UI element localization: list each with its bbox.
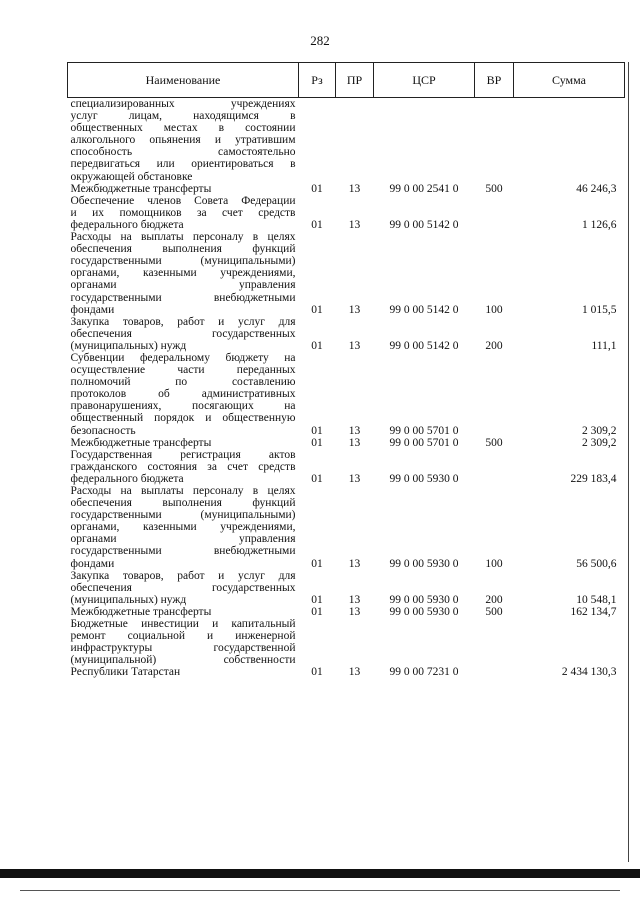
row-csr: 99 0 00 5142 0: [389, 339, 459, 352]
row-name-line: осуществление части переданных: [70, 364, 296, 377]
scan-right-margin-line: [628, 62, 629, 862]
row-rz: 01: [311, 218, 323, 231]
row-vr: [475, 195, 514, 231]
row-name-line: федерального бюджета: [70, 218, 184, 231]
row-name: [68, 183, 299, 195]
row-vr: 500: [485, 182, 503, 195]
header-csr: ЦСР: [374, 63, 475, 98]
header-name: Наименование: [68, 63, 299, 98]
row-name: [68, 352, 299, 437]
row-name-line: Закупка товаров, работ и услуг для: [70, 315, 296, 328]
row-name-line: алкогольного опьянения и утратившим: [70, 134, 296, 147]
table-row: [68, 195, 625, 231]
table-row: [68, 449, 625, 485]
row-rz: 01: [311, 424, 323, 437]
row-name-line: органами, казенными учреждениями,: [70, 521, 296, 534]
row-csr: [374, 98, 475, 183]
row-name-line: федерального бюджета: [70, 472, 184, 485]
row-rz: 01: [311, 605, 323, 618]
page-number: 282: [310, 33, 330, 48]
row-vr: 100: [485, 303, 503, 316]
table-row: [68, 437, 625, 449]
row-sum: 2 309,2: [582, 436, 617, 449]
row-pr: 13: [348, 472, 361, 485]
row-rz: 01: [311, 436, 323, 449]
row-name-line: органами управления: [70, 279, 296, 292]
header-vr: ВР: [475, 63, 514, 98]
row-name-line: органами, казенными учреждениями,: [70, 267, 296, 280]
table-row: [68, 98, 625, 183]
table-row: [68, 352, 625, 437]
row-name-line: (муниципальных) нужд: [70, 593, 187, 606]
row-csr: 99 0 00 5142 0: [389, 303, 459, 316]
row-name: [68, 606, 299, 618]
row-name-line: общественный порядок и общественную: [70, 412, 296, 425]
row-csr: 99 0 00 2541 0: [389, 182, 459, 195]
row-name-line: передвигаться или ориентироваться в: [70, 158, 296, 171]
row-name-line: обеспечения выполнения функций: [70, 497, 296, 510]
row-sum: 1 015,5: [582, 303, 617, 316]
row-csr: 99 0 00 5142 0: [389, 218, 459, 231]
header-sum: Сумма: [514, 63, 625, 98]
row-name-line: правонарушениях, посягающих на: [70, 400, 296, 413]
row-name-line: фондами: [70, 557, 115, 570]
row-pr: 13: [348, 303, 361, 316]
row-name-line: обеспечения государственных: [70, 581, 296, 594]
budget-table: [67, 62, 625, 679]
row-name-line: государственными (муниципальными): [70, 509, 296, 522]
row-name: [68, 231, 299, 316]
table-body: [68, 98, 625, 679]
row-name-line: Межбюджетные трансферты: [70, 182, 212, 195]
row-name: [68, 98, 299, 183]
row-name-line: и их помощников за счет средств: [70, 206, 296, 219]
row-sum: 10 548,1: [576, 593, 617, 606]
table-header: [68, 63, 625, 98]
row-vr: [475, 449, 514, 485]
row-sum: 2 434 130,3: [561, 666, 617, 679]
row-name-line: специализированных учреждениях: [70, 98, 296, 110]
row-csr: 99 0 00 5930 0: [389, 605, 459, 618]
row-name-line: органами управления: [70, 533, 296, 546]
row-sum: 162 134,7: [570, 605, 617, 618]
row-rz: 01: [311, 593, 323, 606]
table-row: [68, 618, 625, 678]
row-name-line: государственными (муниципальными): [70, 255, 296, 268]
row-name: [68, 195, 299, 231]
row-name: [68, 437, 299, 449]
row-vr: 500: [485, 436, 503, 449]
row-rz: 01: [311, 303, 323, 316]
row-name: [68, 316, 299, 352]
row-name-line: услуг лицам, находящимся в: [70, 110, 296, 123]
row-pr: 13: [348, 436, 361, 449]
row-pr: 13: [348, 557, 361, 570]
row-name-line: Субвенции федеральному бюджету на: [70, 351, 296, 364]
row-name: [68, 570, 299, 606]
row-sum: 46 246,3: [576, 182, 617, 195]
row-pr: 13: [348, 218, 361, 231]
budget-table-container: [67, 62, 624, 679]
row-vr: [475, 352, 514, 437]
row-pr: [336, 98, 374, 183]
table-row: [68, 570, 625, 606]
row-name-line: инфраструктуры государственной: [70, 642, 296, 655]
row-rz: 01: [311, 557, 323, 570]
row-name-line: окружающей обстановке: [70, 170, 193, 183]
row-pr: 13: [348, 605, 361, 618]
row-name-line: государственными внебюджетными: [70, 545, 296, 558]
row-name-line: полномочий по составлению: [70, 376, 296, 389]
row-name-line: Расходы на выплаты персоналу в целях: [70, 485, 296, 497]
row-sum: [514, 98, 625, 183]
row-name: [68, 485, 299, 570]
row-rz: [299, 98, 336, 183]
row-csr: 99 0 00 5930 0: [389, 557, 459, 570]
row-pr: 13: [348, 182, 361, 195]
scan-bottom-bar: [0, 869, 640, 878]
row-csr: 99 0 00 5701 0: [389, 436, 459, 449]
row-name-line: Бюджетные инвестиции и капитальный: [70, 618, 296, 631]
table-row: [68, 231, 625, 316]
row-sum: 1 126,6: [582, 218, 617, 231]
table-row: [68, 316, 625, 352]
row-rz: 01: [311, 182, 323, 195]
row-vr: 200: [485, 593, 503, 606]
row-pr: 13: [348, 593, 361, 606]
row-name-line: безопасность: [70, 424, 136, 437]
row-name-line: обеспечения выполнения функций: [70, 243, 296, 256]
table-row: [68, 485, 625, 570]
row-name-line: Межбюджетные трансферты: [70, 605, 212, 618]
row-name-line: способность самостоятельно: [70, 146, 296, 159]
row-name-line: обеспечения государственных: [70, 327, 296, 340]
row-name-line: общественных местах в состоянии: [70, 122, 296, 135]
row-name-line: протоколов об административных: [70, 388, 296, 401]
row-sum: 2 309,2: [582, 424, 617, 437]
header-rz: Рз: [299, 63, 336, 98]
table-row: [68, 606, 625, 618]
row-csr: 99 0 00 7231 0: [389, 666, 459, 679]
row-csr: 99 0 00 5701 0: [389, 424, 459, 437]
row-sum: 111,1: [591, 339, 617, 352]
row-name-line: ремонт социальной и инженерной: [70, 630, 296, 643]
row-sum: 229 183,4: [570, 472, 617, 485]
row-name-line: гражданского состояния за счет средств: [70, 460, 296, 473]
row-vr: [475, 618, 514, 678]
row-name-line: (муниципальной) собственности: [70, 654, 296, 667]
row-name-line: (муниципальных) нужд: [70, 339, 187, 352]
row-name-line: Расходы на выплаты персоналу в целях: [70, 231, 296, 244]
row-sum: 56 500,6: [576, 557, 617, 570]
row-name-line: Межбюджетные трансферты: [70, 436, 212, 449]
row-name: [68, 449, 299, 485]
row-name-line: Обеспечение членов Совета Федерации: [70, 194, 296, 207]
table-row: [68, 183, 625, 195]
row-name-line: фондами: [70, 303, 115, 316]
header-pr: ПР: [336, 63, 374, 98]
row-name-line: Государственная регистрация актов: [70, 448, 296, 461]
row-name-line: Закупка товаров, работ и услуг для: [70, 569, 296, 582]
row-rz: 01: [311, 666, 323, 679]
row-pr: 13: [348, 339, 361, 352]
row-vr: [475, 98, 514, 183]
row-csr: 99 0 00 5930 0: [389, 472, 459, 485]
row-rz: 01: [311, 339, 323, 352]
row-name: [68, 618, 299, 678]
scan-bottom-line: [20, 890, 620, 891]
row-vr: 100: [485, 557, 503, 570]
row-rz: 01: [311, 472, 323, 485]
row-vr: 500: [485, 605, 503, 618]
row-pr: 13: [348, 666, 361, 679]
row-csr: 99 0 00 5930 0: [389, 593, 459, 606]
row-pr: 13: [348, 424, 361, 437]
row-vr: 200: [485, 339, 503, 352]
row-name-line: государственными внебюджетными: [70, 291, 296, 304]
row-name-line: Республики Татарстан: [70, 666, 181, 679]
